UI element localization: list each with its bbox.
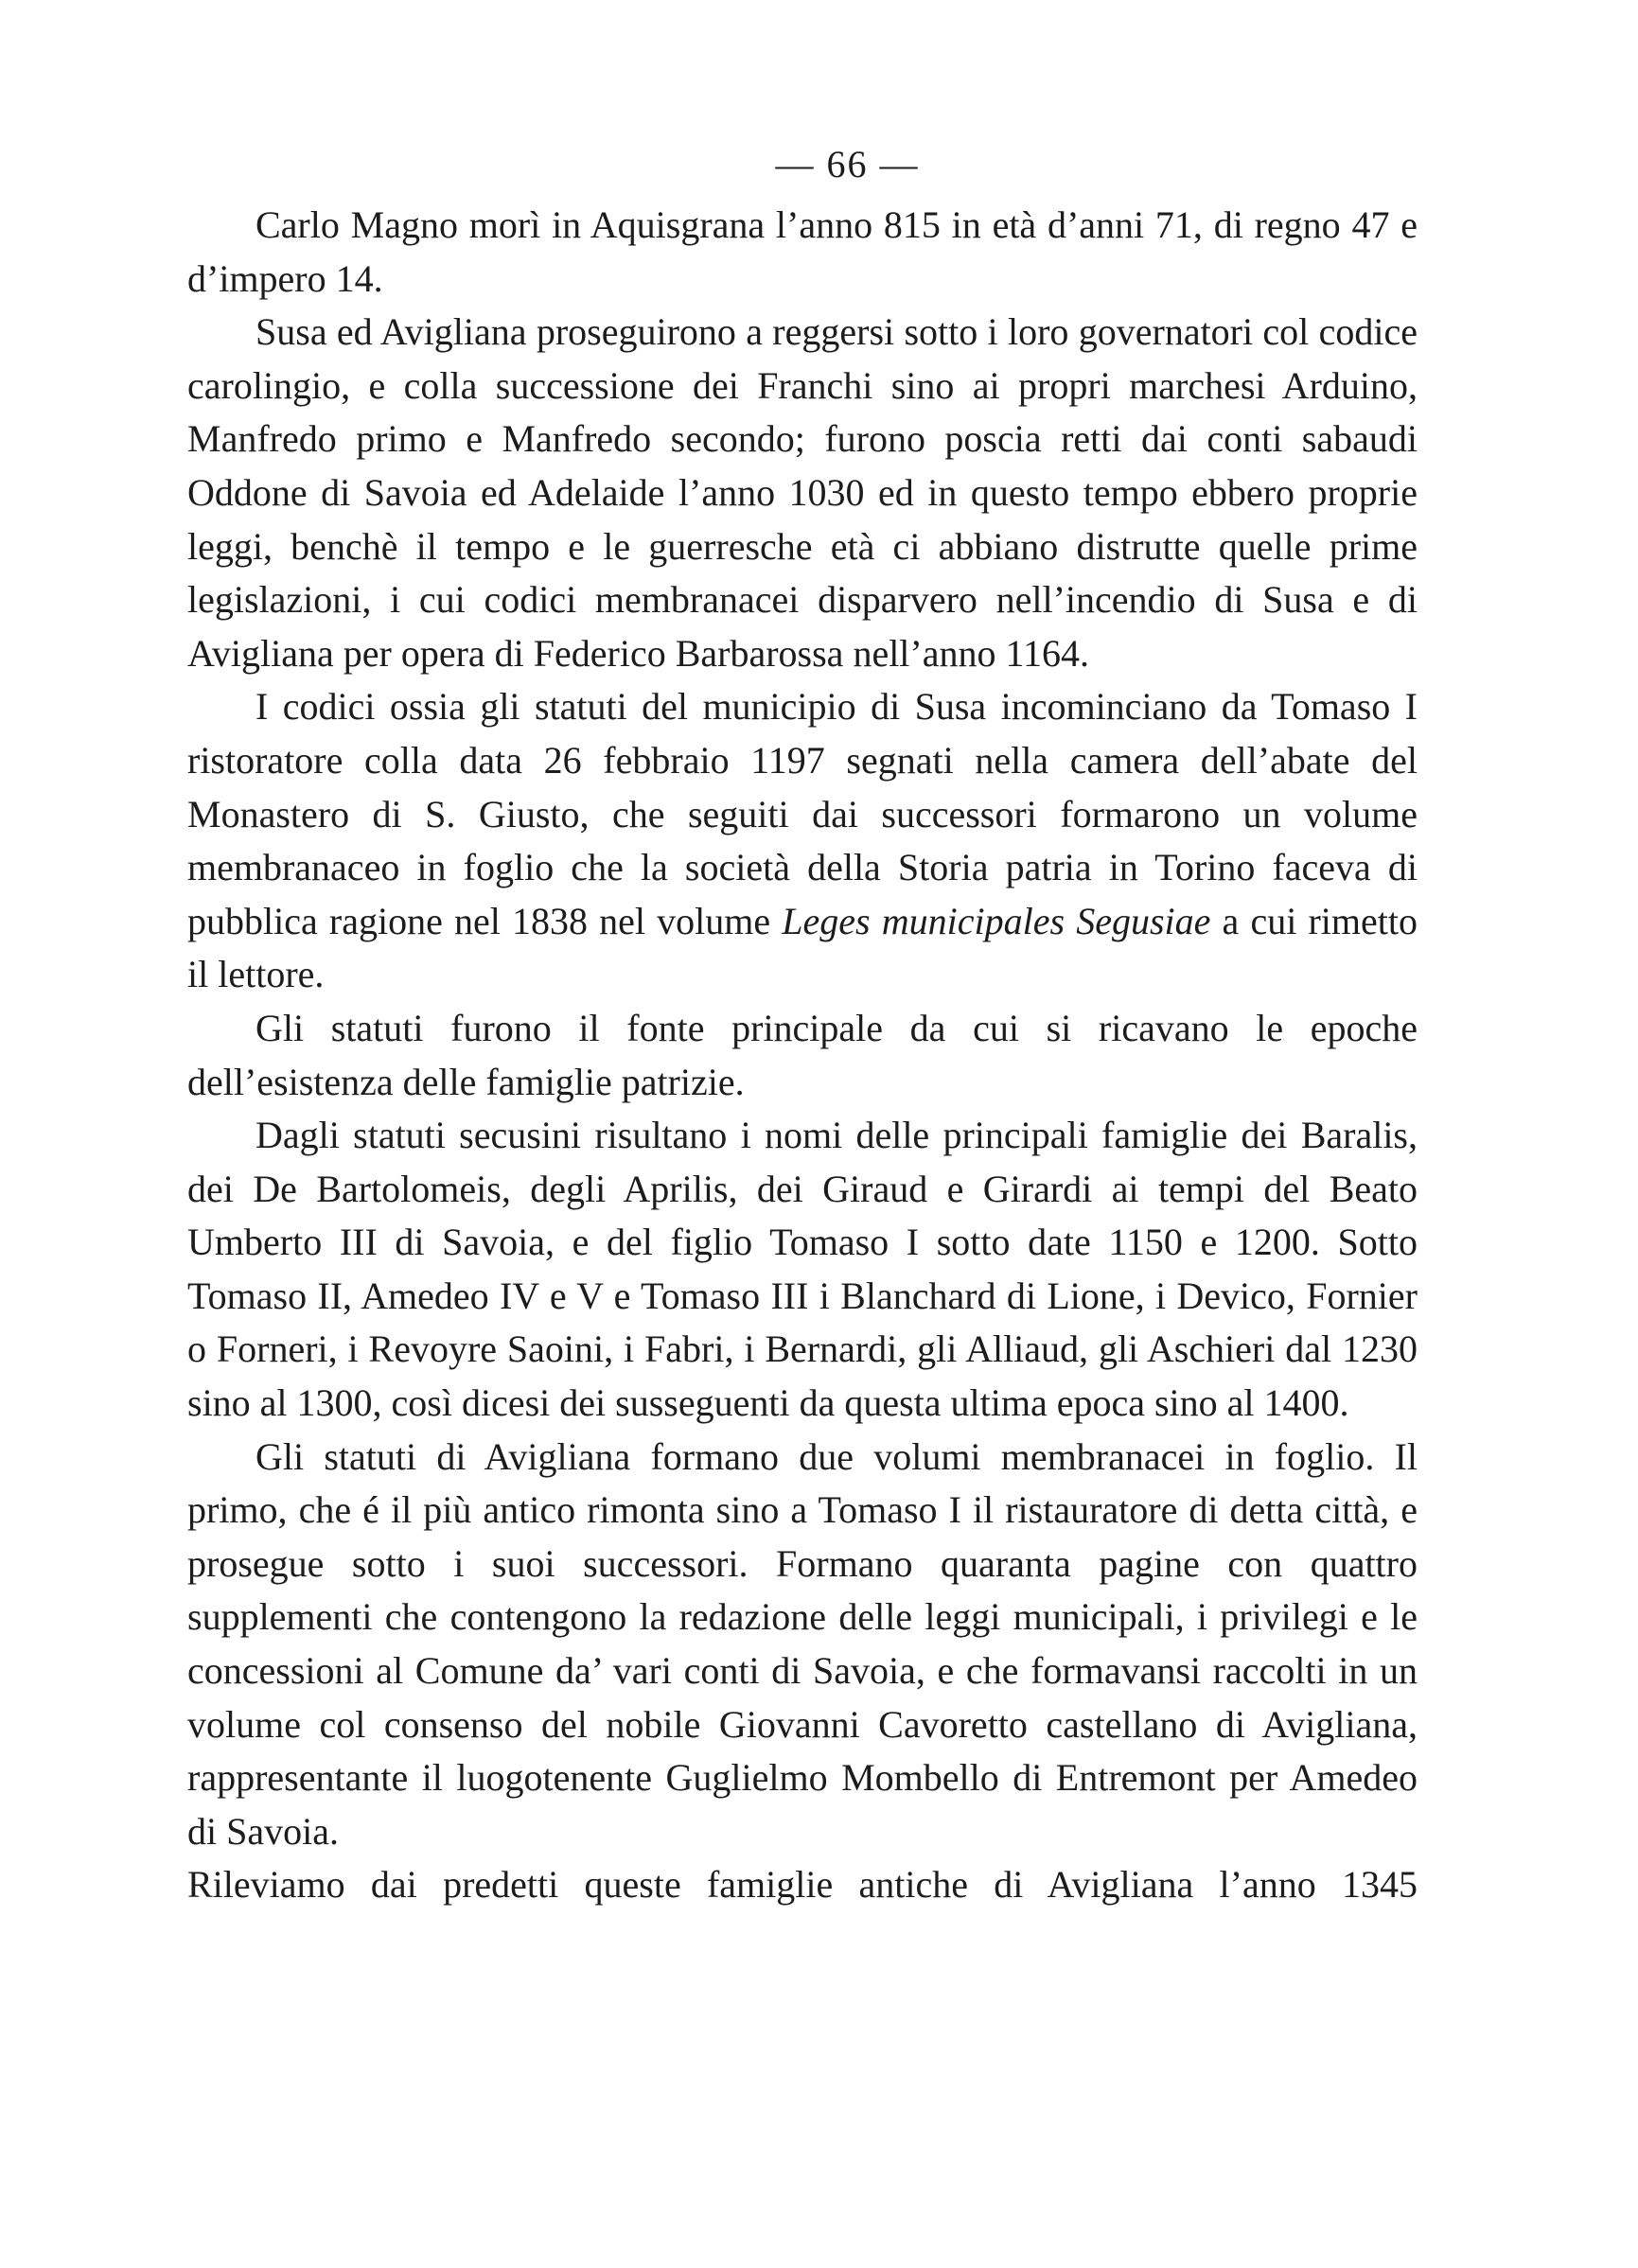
paragraph-7: Rileviamo dai predetti queste famiglie antiche di Avigliana l’anno 1345 — [187, 1863, 1418, 1907]
page-number: — 66 — — [775, 143, 920, 185]
work-title: Leges municipales Segusiae — [782, 899, 1211, 942]
paragraph-3-text-after: a cui rimetto il lettore. — [187, 899, 1418, 996]
paragraph-3 — [187, 680, 1418, 1002]
paragraph-4: Gli statuti furono il fonte principale da cui si ricavano le epoche dell’esistenza delle famiglie patrizie. — [187, 1006, 1418, 1103]
paragraph-2: Susa ed Avigliana proseguirono a reggersi sotto i loro governatori col codice carolingio, e colla successione dei Franchi sino ai propri marchesi Arduino, Manfredo primo e Manfredo secondo; furono poscia retti dai conti sabaudi Oddone di Savoia ed Adelaide l’anno 1030 ed in questo tempo ebbero proprie leggi, benchè il tempo e le guerresche età ci abbiano distrutte quelle prime legislazioni, i cui codici membranacei disparvero nell’incendio di Susa e di Avigliana per opera di Federico Barbarossa nell’anno 1164. — [187, 310, 1418, 675]
paragraph-5: Dagli statuti secusini risultano i nomi delle principali famiglie dei Baralis, dei De Bartolomeis, degli Aprilis, dei Giraud e Girardi ai tempi del Beato Umberto III di Savoia, e del figlio Tomaso I sotto date 1150 e 1200. Sotto Tomaso II, Amedeo IV e V e Tomaso III i Blanchard di Lione, i Devico, Fornier o Forneri, i Revoyre Saoini, i Fabri, i Bernardi, gli Alliaud, gli Aschieri dal 1230 sino al 1300, così dicesi dei susseguenti da questa ultima epoca sino al 1400. — [187, 1114, 1418, 1425]
body-text — [187, 199, 1418, 1912]
paragraph-6: Gli statuti di Avigliana formano due volumi membranacei in foglio. Il primo, che é il più antico rimonta sino a Tomaso I il ristauratore di detta città, e prosegue sotto i suoi successori. Formano quaranta pagine con quattro supplementi che contengono la redazione delle leggi municipali, i privilegi e le concessioni al Comune da’ vari conti di Savoia, e che formavansi raccolti in un volume col consenso del nobile Giovanni Cavoretto castellano di Avigliana, rappresentante il luogotenente Guglielmo Mombello di Entremont per Amedeo di Savoia. — [187, 1434, 1418, 1853]
paragraph-3-text-before: I codici ossia gli statuti del municipio di Susa incominciano da Tomaso I ristoratore colla data 26 febbraio 1197 segnati nella camera dell’abate del Monastero di S. Giusto, che seguiti dai successori formarono un volume membranaceo in foglio che la società della Storia patria in Torino faceva di pubblica ragione nel 1838 nel volume — [187, 685, 1418, 942]
paragraph-1: Carlo Magno morì in Aquisgrana l’anno 815 in età d’anni 71, di regno 47 e d’impero 14. — [187, 203, 1418, 300]
